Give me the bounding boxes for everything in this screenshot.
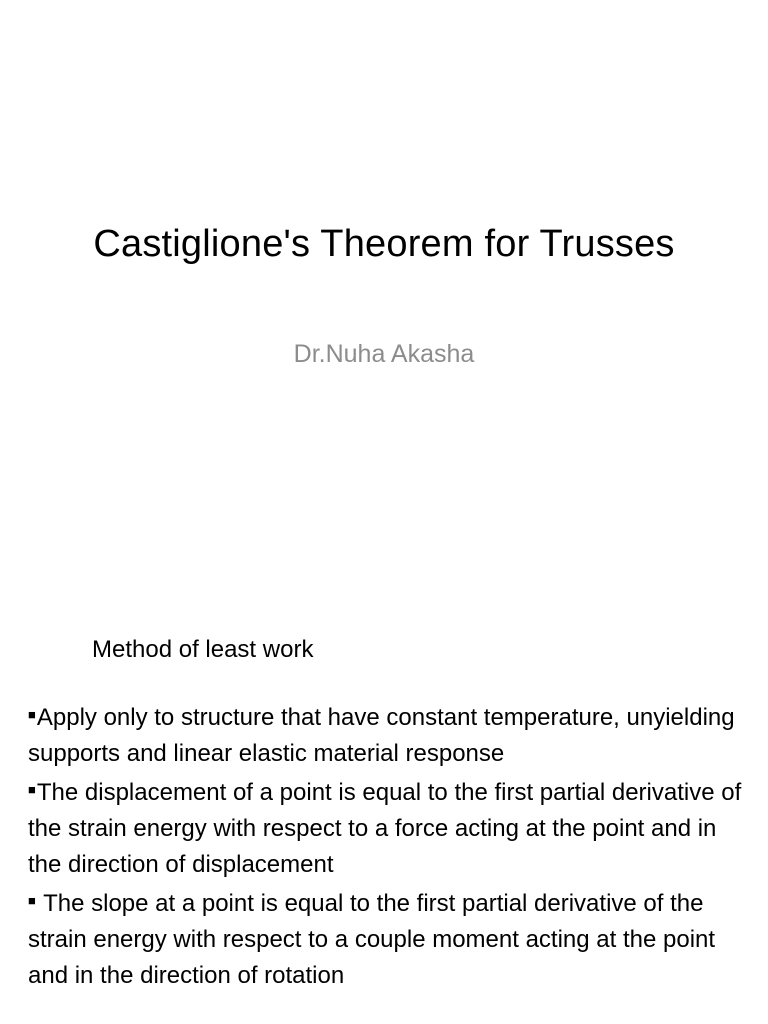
bullet-item <box>28 772 753 883</box>
bullet-list <box>28 697 753 994</box>
square-bullet-icon: ■ <box>28 707 36 722</box>
bullet-text: The slope at a point is equal to the first partial derivative of the strain energy with respect to a couple moment acting at the point and in the direction of rotation <box>28 890 716 989</box>
slide-title: Castiglione's Theorem for Trusses <box>93 223 675 265</box>
section-heading: Method of least work <box>92 636 314 663</box>
bullet-text: The displacement of a point is equal to the first partial derivative of the strain energy with respect to a force acting at the point and in the direction of displacement <box>28 779 742 878</box>
square-bullet-icon: ■ <box>28 893 36 908</box>
bullet-text: Apply only to structure that have constant temperature, unyielding supports and linear elastic material response <box>28 704 735 767</box>
square-bullet-icon: ■ <box>28 782 36 797</box>
bullet-item <box>28 697 753 772</box>
slide-subtitle: Dr.Nuha Akasha <box>293 340 475 368</box>
bullet-item <box>28 883 753 994</box>
